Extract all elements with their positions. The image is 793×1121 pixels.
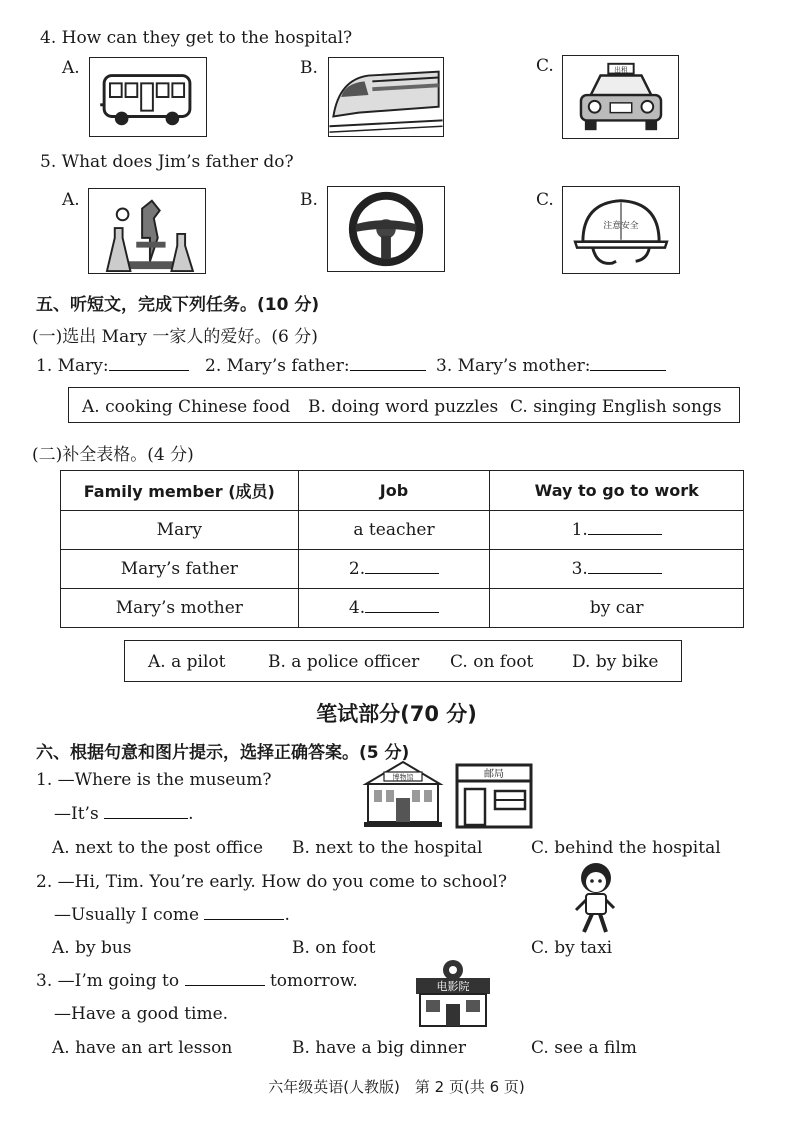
bus-icon[interactable]: [89, 57, 207, 137]
hobby-option-b: B. doing word puzzles: [308, 397, 499, 417]
s6-q2-option-a: A. by bus: [52, 938, 132, 958]
table-row: [61, 589, 744, 628]
table-option-a: A. a pilot: [148, 652, 226, 672]
museum-sign: 博物馆: [392, 773, 414, 782]
q4-option-b-letter: B.: [300, 58, 318, 78]
header-job: Job: [298, 471, 490, 511]
section5-item-1: [36, 356, 189, 376]
s6-q1-option-c: C. behind the hospital: [531, 838, 721, 858]
blank-number: 3.: [571, 559, 588, 579]
q3-prefix: 3. —I’m going to: [36, 971, 180, 991]
q3-suffix: tomorrow.: [269, 971, 358, 991]
answer-blank[interactable]: [109, 357, 189, 371]
table-cell: by car: [490, 589, 744, 628]
answer-blank[interactable]: [588, 560, 662, 574]
table-option-c: C. on foot: [450, 652, 534, 672]
item-1-label: 1. Mary:: [36, 356, 109, 376]
table-cell: a teacher: [298, 511, 490, 550]
s6-q1-option-b: B. next to the hospital: [292, 838, 483, 858]
table-cell: Mary: [61, 511, 299, 550]
q4-option-a-letter: A.: [62, 58, 80, 78]
helmet-text: 注意安全: [603, 221, 639, 232]
answer-blank[interactable]: [365, 599, 439, 613]
table-option-d: D. by bike: [572, 652, 659, 672]
s6-q2-option-b: B. on foot: [292, 938, 376, 958]
table-option-b: B. a police officer: [268, 652, 420, 672]
cinema-sign: 电影院: [436, 980, 470, 993]
taxi-icon[interactable]: [562, 55, 679, 139]
q4-question: 4. How can they get to the hospital?: [40, 28, 353, 48]
table-row: [61, 511, 744, 550]
table-cell: [490, 511, 744, 550]
s6-q3-option-b: B. have a big dinner: [292, 1038, 467, 1058]
taxi-sign-text: 出租: [614, 66, 628, 75]
table-cell: [298, 589, 490, 628]
section5-item-2: [205, 356, 426, 376]
answer-blank[interactable]: [185, 972, 265, 986]
s6-q1-line1: 1. —Where is the museum?: [36, 770, 272, 790]
q5-option-a-letter: A.: [62, 190, 80, 210]
table-cell: [298, 550, 490, 589]
q1-suffix: .: [188, 804, 194, 824]
s6-q1-option-a: A. next to the post office: [52, 838, 264, 858]
lab-equipment-icon[interactable]: [88, 188, 206, 274]
answer-blank[interactable]: [104, 805, 188, 819]
item-3-label: 3. Mary’s mother:: [436, 356, 591, 376]
page-footer: 六年级英语(人教版) 第 2 页(共 6 页): [268, 1078, 525, 1096]
table-row: [61, 550, 744, 589]
q5-option-c-letter: C.: [536, 190, 554, 210]
written-section-title: 笔试部分(70 分): [316, 702, 477, 726]
section5-item-3: [436, 356, 666, 376]
safety-helmet-icon[interactable]: [562, 186, 680, 274]
q5-option-b-letter: B.: [300, 190, 318, 210]
q2-prefix: —Usually I come: [54, 905, 200, 925]
train-icon[interactable]: [328, 57, 444, 137]
s6-q1-line2: [54, 804, 194, 824]
blank-number: 1.: [571, 520, 588, 540]
post-sign: 邮局: [484, 769, 504, 780]
family-table: [60, 470, 744, 628]
q4-option-c-letter: C.: [536, 56, 554, 76]
post-office-icon: [455, 763, 533, 829]
s6-q3-line1: [36, 971, 358, 991]
section6-title: 六、根据句意和图片提示，选择正确答案。(5 分): [36, 743, 410, 763]
section5-title: 五、听短文，完成下列任务。(10 分): [36, 295, 320, 315]
hobby-option-c: C. singing English songs: [510, 397, 722, 417]
table-cell: Mary’s father: [61, 550, 299, 589]
answer-blank[interactable]: [590, 357, 666, 371]
item-2-label: 2. Mary’s father:: [205, 356, 350, 376]
answer-blank[interactable]: [588, 521, 662, 535]
s6-q3-option-c: C. see a film: [531, 1038, 637, 1058]
table-header-row: [61, 471, 744, 511]
blank-number: 4.: [348, 598, 366, 618]
walking-boy-icon: [566, 860, 622, 940]
header-way-to-work: Way to go to work: [490, 471, 744, 511]
museum-icon: [362, 758, 444, 828]
blank-number: 2.: [348, 559, 366, 579]
q1-prefix: —It’s: [54, 804, 99, 824]
s6-q2-line1: 2. —Hi, Tim. You’re early. How do you come to school?: [36, 872, 507, 892]
q2-suffix: .: [284, 905, 290, 925]
s6-q3-line2: —Have a good time.: [54, 1004, 229, 1024]
answer-blank[interactable]: [365, 560, 439, 574]
answer-blank[interactable]: [350, 357, 426, 371]
table-cell: Mary’s mother: [61, 589, 299, 628]
table-cell: [490, 550, 744, 589]
s6-q3-option-a: A. have an art lesson: [52, 1038, 233, 1058]
s6-q2-line2: [54, 905, 290, 925]
section5-part1-title: (一)选出 Mary 一家人的爱好。(6 分): [32, 327, 318, 347]
hobby-option-a: A. cooking Chinese food: [82, 397, 291, 417]
answer-blank[interactable]: [204, 906, 284, 920]
q5-question: 5. What does Jim’s father do?: [40, 152, 294, 172]
section5-part2-title: (二)补全表格。(4 分): [32, 445, 194, 465]
steering-wheel-icon[interactable]: [327, 186, 445, 272]
s6-q2-option-c: C. by taxi: [531, 938, 613, 958]
cinema-icon: [410, 958, 496, 1030]
header-family-member: Family member (成员): [61, 471, 299, 511]
